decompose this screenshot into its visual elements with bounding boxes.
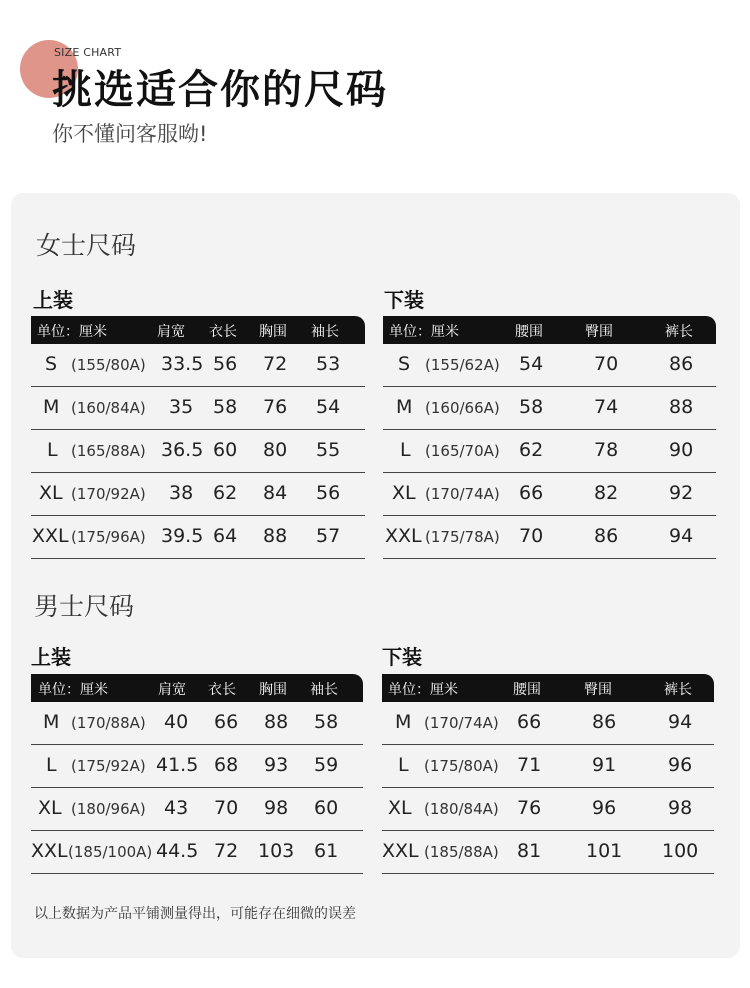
waist-value: 81 — [517, 840, 542, 862]
table-row — [31, 831, 363, 874]
table-row — [383, 387, 716, 430]
size-spec: (185/88A) — [424, 843, 499, 861]
header-chest: 胸围 — [259, 324, 287, 340]
sleeve-value: 53 — [316, 353, 341, 375]
table-header — [382, 674, 714, 702]
hip-value: 70 — [594, 353, 619, 375]
size-spec: (175/96A) — [71, 528, 146, 546]
waist-value: 54 — [519, 353, 544, 375]
sleeve-value: 59 — [314, 754, 339, 776]
waist-value: 66 — [517, 711, 542, 733]
sleeve-value: 60 — [314, 797, 339, 819]
size-label: M — [396, 396, 413, 418]
header-shoulder: 肩宽 — [158, 682, 186, 698]
men-bottom-table — [382, 674, 714, 874]
pant-length-value: 88 — [669, 396, 694, 418]
header-hip: 臀围 — [584, 682, 612, 698]
pant-length-value: 90 — [669, 439, 694, 461]
sleeve-value: 54 — [316, 396, 341, 418]
pant-length-value: 98 — [668, 797, 693, 819]
table-header — [383, 316, 716, 344]
sleeve-value: 57 — [316, 525, 341, 547]
table-row — [383, 516, 716, 559]
header-sleeve: 袖长 — [310, 682, 338, 698]
waist-value: 70 — [519, 525, 544, 547]
table-row — [31, 702, 363, 745]
size-spec: (175/92A) — [71, 757, 146, 775]
hip-value: 101 — [586, 840, 623, 862]
table-row — [31, 516, 365, 559]
table-row — [383, 473, 716, 516]
sleeve-value: 55 — [316, 439, 341, 461]
header-pant-length: 裤长 — [664, 682, 692, 698]
size-label: S — [45, 353, 58, 375]
size-label: XL — [39, 482, 63, 504]
table-row — [31, 344, 365, 387]
shoulder-value: 35 — [169, 396, 194, 418]
length-value: 58 — [213, 396, 238, 418]
shoulder-value: 44.5 — [156, 840, 199, 862]
size-spec: (155/80A) — [71, 356, 146, 374]
shoulder-value: 41.5 — [156, 754, 199, 776]
shoulder-value: 38 — [169, 482, 194, 504]
size-spec: (185/100A) — [68, 843, 153, 861]
table-header — [31, 316, 365, 344]
chest-value: 93 — [264, 754, 289, 776]
size-label: XL — [388, 797, 412, 819]
size-spec: (180/96A) — [71, 800, 146, 818]
length-value: 56 — [213, 353, 238, 375]
size-label: XXL — [32, 525, 69, 547]
men-top-title: 上装 — [31, 645, 71, 669]
header-unit: 单位：厘米 — [389, 324, 459, 340]
header-shoulder: 肩宽 — [157, 324, 185, 340]
chest-value: 98 — [264, 797, 289, 819]
waist-value: 58 — [519, 396, 544, 418]
sleeve-value: 61 — [314, 840, 339, 862]
chest-value: 84 — [263, 482, 288, 504]
size-label: L — [398, 754, 409, 776]
waist-value: 76 — [517, 797, 542, 819]
table-row — [382, 831, 714, 874]
shoulder-value: 43 — [164, 797, 189, 819]
pant-length-value: 86 — [669, 353, 694, 375]
pant-length-value: 100 — [662, 840, 699, 862]
size-label: L — [47, 439, 58, 461]
women-top-title: 上装 — [33, 288, 73, 312]
size-label: XL — [392, 482, 416, 504]
size-spec: (175/80A) — [424, 757, 499, 775]
size-label: M — [395, 711, 412, 733]
hip-value: 91 — [592, 754, 617, 776]
pant-length-value: 94 — [668, 711, 693, 733]
men-top-table — [31, 674, 363, 874]
length-value: 64 — [213, 525, 238, 547]
size-label: XXL — [385, 525, 422, 547]
hip-value: 74 — [594, 396, 619, 418]
table-row — [382, 745, 714, 788]
header-unit: 单位：厘米 — [388, 682, 458, 698]
hip-value: 78 — [594, 439, 619, 461]
length-value: 72 — [214, 840, 239, 862]
length-value: 66 — [214, 711, 239, 733]
shoulder-value: 36.5 — [161, 439, 204, 461]
shoulder-value: 33.5 — [161, 353, 204, 375]
size-label: XL — [38, 797, 62, 819]
page-subtitle: 你不懂问客服呦! — [52, 122, 208, 146]
length-value: 62 — [213, 482, 238, 504]
size-spec: (155/62A) — [425, 356, 500, 374]
women-section-title: 女士尺码 — [36, 231, 137, 260]
waist-value: 66 — [519, 482, 544, 504]
hip-value: 82 — [594, 482, 619, 504]
hip-value: 86 — [592, 711, 617, 733]
size-spec: (165/70A) — [425, 442, 500, 460]
table-row — [382, 788, 714, 831]
table-header — [31, 674, 363, 702]
length-value: 68 — [214, 754, 239, 776]
waist-value: 62 — [519, 439, 544, 461]
table-row — [31, 745, 363, 788]
hip-value: 86 — [594, 525, 619, 547]
header-unit: 单位：厘米 — [38, 682, 108, 698]
length-value: 60 — [213, 439, 238, 461]
size-chart-label: SIZE CHART — [54, 46, 122, 59]
men-bottom-title: 下装 — [382, 645, 422, 669]
chest-value: 76 — [263, 396, 288, 418]
table-row — [31, 430, 365, 473]
table-row — [383, 430, 716, 473]
header-waist: 腰围 — [515, 324, 543, 340]
sleeve-value: 56 — [316, 482, 341, 504]
header-chest: 胸围 — [259, 682, 287, 698]
table-row — [383, 344, 716, 387]
chest-value: 88 — [263, 525, 288, 547]
pant-length-value: 92 — [669, 482, 694, 504]
chest-value: 80 — [263, 439, 288, 461]
size-label: M — [43, 711, 60, 733]
hip-value: 96 — [592, 797, 617, 819]
header-hip: 臀围 — [585, 324, 613, 340]
size-label: S — [398, 353, 411, 375]
size-spec: (170/88A) — [71, 714, 146, 732]
size-spec: (170/74A) — [425, 485, 500, 503]
header-length: 衣长 — [208, 682, 236, 698]
size-spec: (160/66A) — [425, 399, 500, 417]
women-top-table — [31, 316, 365, 559]
header-unit: 单位：厘米 — [37, 324, 107, 340]
chest-value: 103 — [258, 840, 295, 862]
page-title: 挑选适合你的尺码 — [52, 67, 388, 113]
length-value: 70 — [214, 797, 239, 819]
size-label: L — [400, 439, 411, 461]
size-label: XXL — [31, 840, 68, 862]
header-pant-length: 裤长 — [665, 324, 693, 340]
header-sleeve: 袖长 — [311, 324, 339, 340]
women-bottom-title: 下装 — [384, 288, 424, 312]
size-spec: (170/92A) — [71, 485, 146, 503]
size-spec: (160/84A) — [71, 399, 146, 417]
size-label: M — [43, 396, 60, 418]
shoulder-value: 40 — [164, 711, 189, 733]
size-spec: (170/74A) — [424, 714, 499, 732]
pant-length-value: 96 — [668, 754, 693, 776]
table-row — [31, 387, 365, 430]
table-row — [31, 473, 365, 516]
size-spec: (165/88A) — [71, 442, 146, 460]
women-bottom-table — [383, 316, 716, 559]
men-section-title: 男士尺码 — [34, 592, 135, 621]
size-label: XXL — [382, 840, 419, 862]
table-row — [31, 788, 363, 831]
pant-length-value: 94 — [669, 525, 694, 547]
table-row — [382, 702, 714, 745]
size-label: L — [46, 754, 57, 776]
header-length: 衣长 — [209, 324, 237, 340]
shoulder-value: 39.5 — [161, 525, 204, 547]
size-spec: (175/78A) — [425, 528, 500, 546]
footnote: 以上数据为产品平铺测量得出，可能存在细微的误差 — [34, 906, 356, 922]
sleeve-value: 58 — [314, 711, 339, 733]
size-spec: (180/84A) — [424, 800, 499, 818]
waist-value: 71 — [517, 754, 542, 776]
header-waist: 腰围 — [513, 682, 541, 698]
chest-value: 72 — [263, 353, 288, 375]
chest-value: 88 — [264, 711, 289, 733]
